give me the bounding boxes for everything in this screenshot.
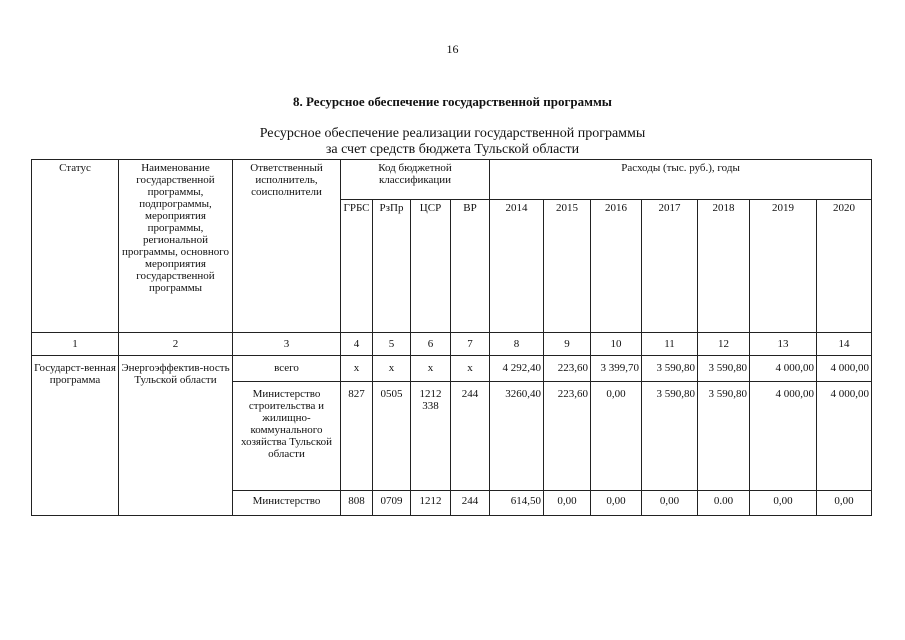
header-year-2016: 2016 bbox=[591, 200, 642, 333]
executor-cell: Министерство bbox=[233, 491, 341, 516]
value-2014: 3260,40 bbox=[490, 382, 544, 491]
column-number: 6 bbox=[411, 333, 451, 356]
value-2019: 4 000,00 bbox=[750, 356, 817, 382]
column-number: 3 bbox=[233, 333, 341, 356]
column-number: 1 bbox=[32, 333, 119, 356]
header-name: Наименование государственной программы, подпрограммы, мероприятия программы, региональной программы, основного мероприятия государственной программы bbox=[119, 160, 233, 333]
grbs-cell: 808 bbox=[341, 491, 373, 516]
value-2014: 4 292,40 bbox=[490, 356, 544, 382]
vr-cell: х bbox=[451, 356, 490, 382]
value-2015: 223,60 bbox=[544, 356, 591, 382]
column-number: 9 bbox=[544, 333, 591, 356]
header-year-2018: 2018 bbox=[698, 200, 750, 333]
csr-cell: 1212 bbox=[411, 491, 451, 516]
table-caption bbox=[0, 126, 905, 158]
header-grbs: ГРБС bbox=[341, 200, 373, 333]
header-budget-code: Код бюджетной классификации bbox=[341, 160, 490, 200]
section-heading: 8. Ресурсное обеспечение государственной программы bbox=[293, 94, 612, 109]
header-year-2019: 2019 bbox=[750, 200, 817, 333]
value-2016: 0,00 bbox=[591, 491, 642, 516]
column-number: 4 bbox=[341, 333, 373, 356]
header-vr: ВР bbox=[451, 200, 490, 333]
vr-cell: 244 bbox=[451, 491, 490, 516]
caption-line-1: Ресурсное обеспечение реализации государственной программы bbox=[259, 126, 646, 141]
value-2020: 4 000,00 bbox=[817, 356, 872, 382]
column-number: 12 bbox=[698, 333, 750, 356]
vr-cell: 244 bbox=[451, 382, 490, 491]
header-status: Статус bbox=[32, 160, 119, 333]
column-number: 2 bbox=[119, 333, 233, 356]
value-2017: 0,00 bbox=[642, 491, 698, 516]
value-2017: 3 590,80 bbox=[642, 382, 698, 491]
program-name: Энергоэффектив-ность Тульской области bbox=[119, 356, 233, 516]
header-year-2017: 2017 bbox=[642, 200, 698, 333]
column-number: 7 bbox=[451, 333, 490, 356]
grbs-cell: х bbox=[341, 356, 373, 382]
csr-cell: х bbox=[411, 356, 451, 382]
table-row-total bbox=[32, 356, 872, 382]
column-number-row bbox=[32, 333, 872, 356]
column-number: 11 bbox=[642, 333, 698, 356]
value-2015: 0,00 bbox=[544, 491, 591, 516]
rzpr-cell: 0505 bbox=[373, 382, 411, 491]
column-number: 5 bbox=[373, 333, 411, 356]
value-2016: 3 399,70 bbox=[591, 356, 642, 382]
value-2019: 0,00 bbox=[750, 491, 817, 516]
value-2016: 0,00 bbox=[591, 382, 642, 491]
column-number: 13 bbox=[750, 333, 817, 356]
header-executor: Ответственный исполнитель, соисполнители bbox=[233, 160, 341, 333]
value-2018: 3 590,80 bbox=[698, 356, 750, 382]
header-year-2014: 2014 bbox=[490, 200, 544, 333]
header-year-2015: 2015 bbox=[544, 200, 591, 333]
column-number: 14 bbox=[817, 333, 872, 356]
executor-cell: Министерство строительства и жилищно-коммунального хозяйства Тульской области bbox=[233, 382, 341, 491]
executor-cell: всего bbox=[233, 356, 341, 382]
program-status: Государст-венная программа bbox=[32, 356, 119, 516]
grbs-cell: 827 bbox=[341, 382, 373, 491]
value-2020: 4 000,00 bbox=[817, 382, 872, 491]
csr-cell: 1212 338 bbox=[411, 382, 451, 491]
value-2019: 4 000,00 bbox=[750, 382, 817, 491]
page-number: 16 bbox=[446, 42, 459, 56]
column-number: 10 bbox=[591, 333, 642, 356]
header-year-2020: 2020 bbox=[817, 200, 872, 333]
column-number: 8 bbox=[490, 333, 544, 356]
value-2017: 3 590,80 bbox=[642, 356, 698, 382]
value-2018: 3 590,80 bbox=[698, 382, 750, 491]
header-csr: ЦСР bbox=[411, 200, 451, 333]
header-rzpr: РзПр bbox=[373, 200, 411, 333]
value-2015: 223,60 bbox=[544, 382, 591, 491]
rzpr-cell: х bbox=[373, 356, 411, 382]
caption-line-2: за счет средств бюджета Тульской области bbox=[325, 142, 580, 157]
value-2018: 0.00 bbox=[698, 491, 750, 516]
resource-table bbox=[31, 159, 872, 516]
value-2014: 614,50 bbox=[490, 491, 544, 516]
header-expenses: Расходы (тыс. руб.), годы bbox=[490, 160, 872, 200]
rzpr-cell: 0709 bbox=[373, 491, 411, 516]
value-2020: 0,00 bbox=[817, 491, 872, 516]
